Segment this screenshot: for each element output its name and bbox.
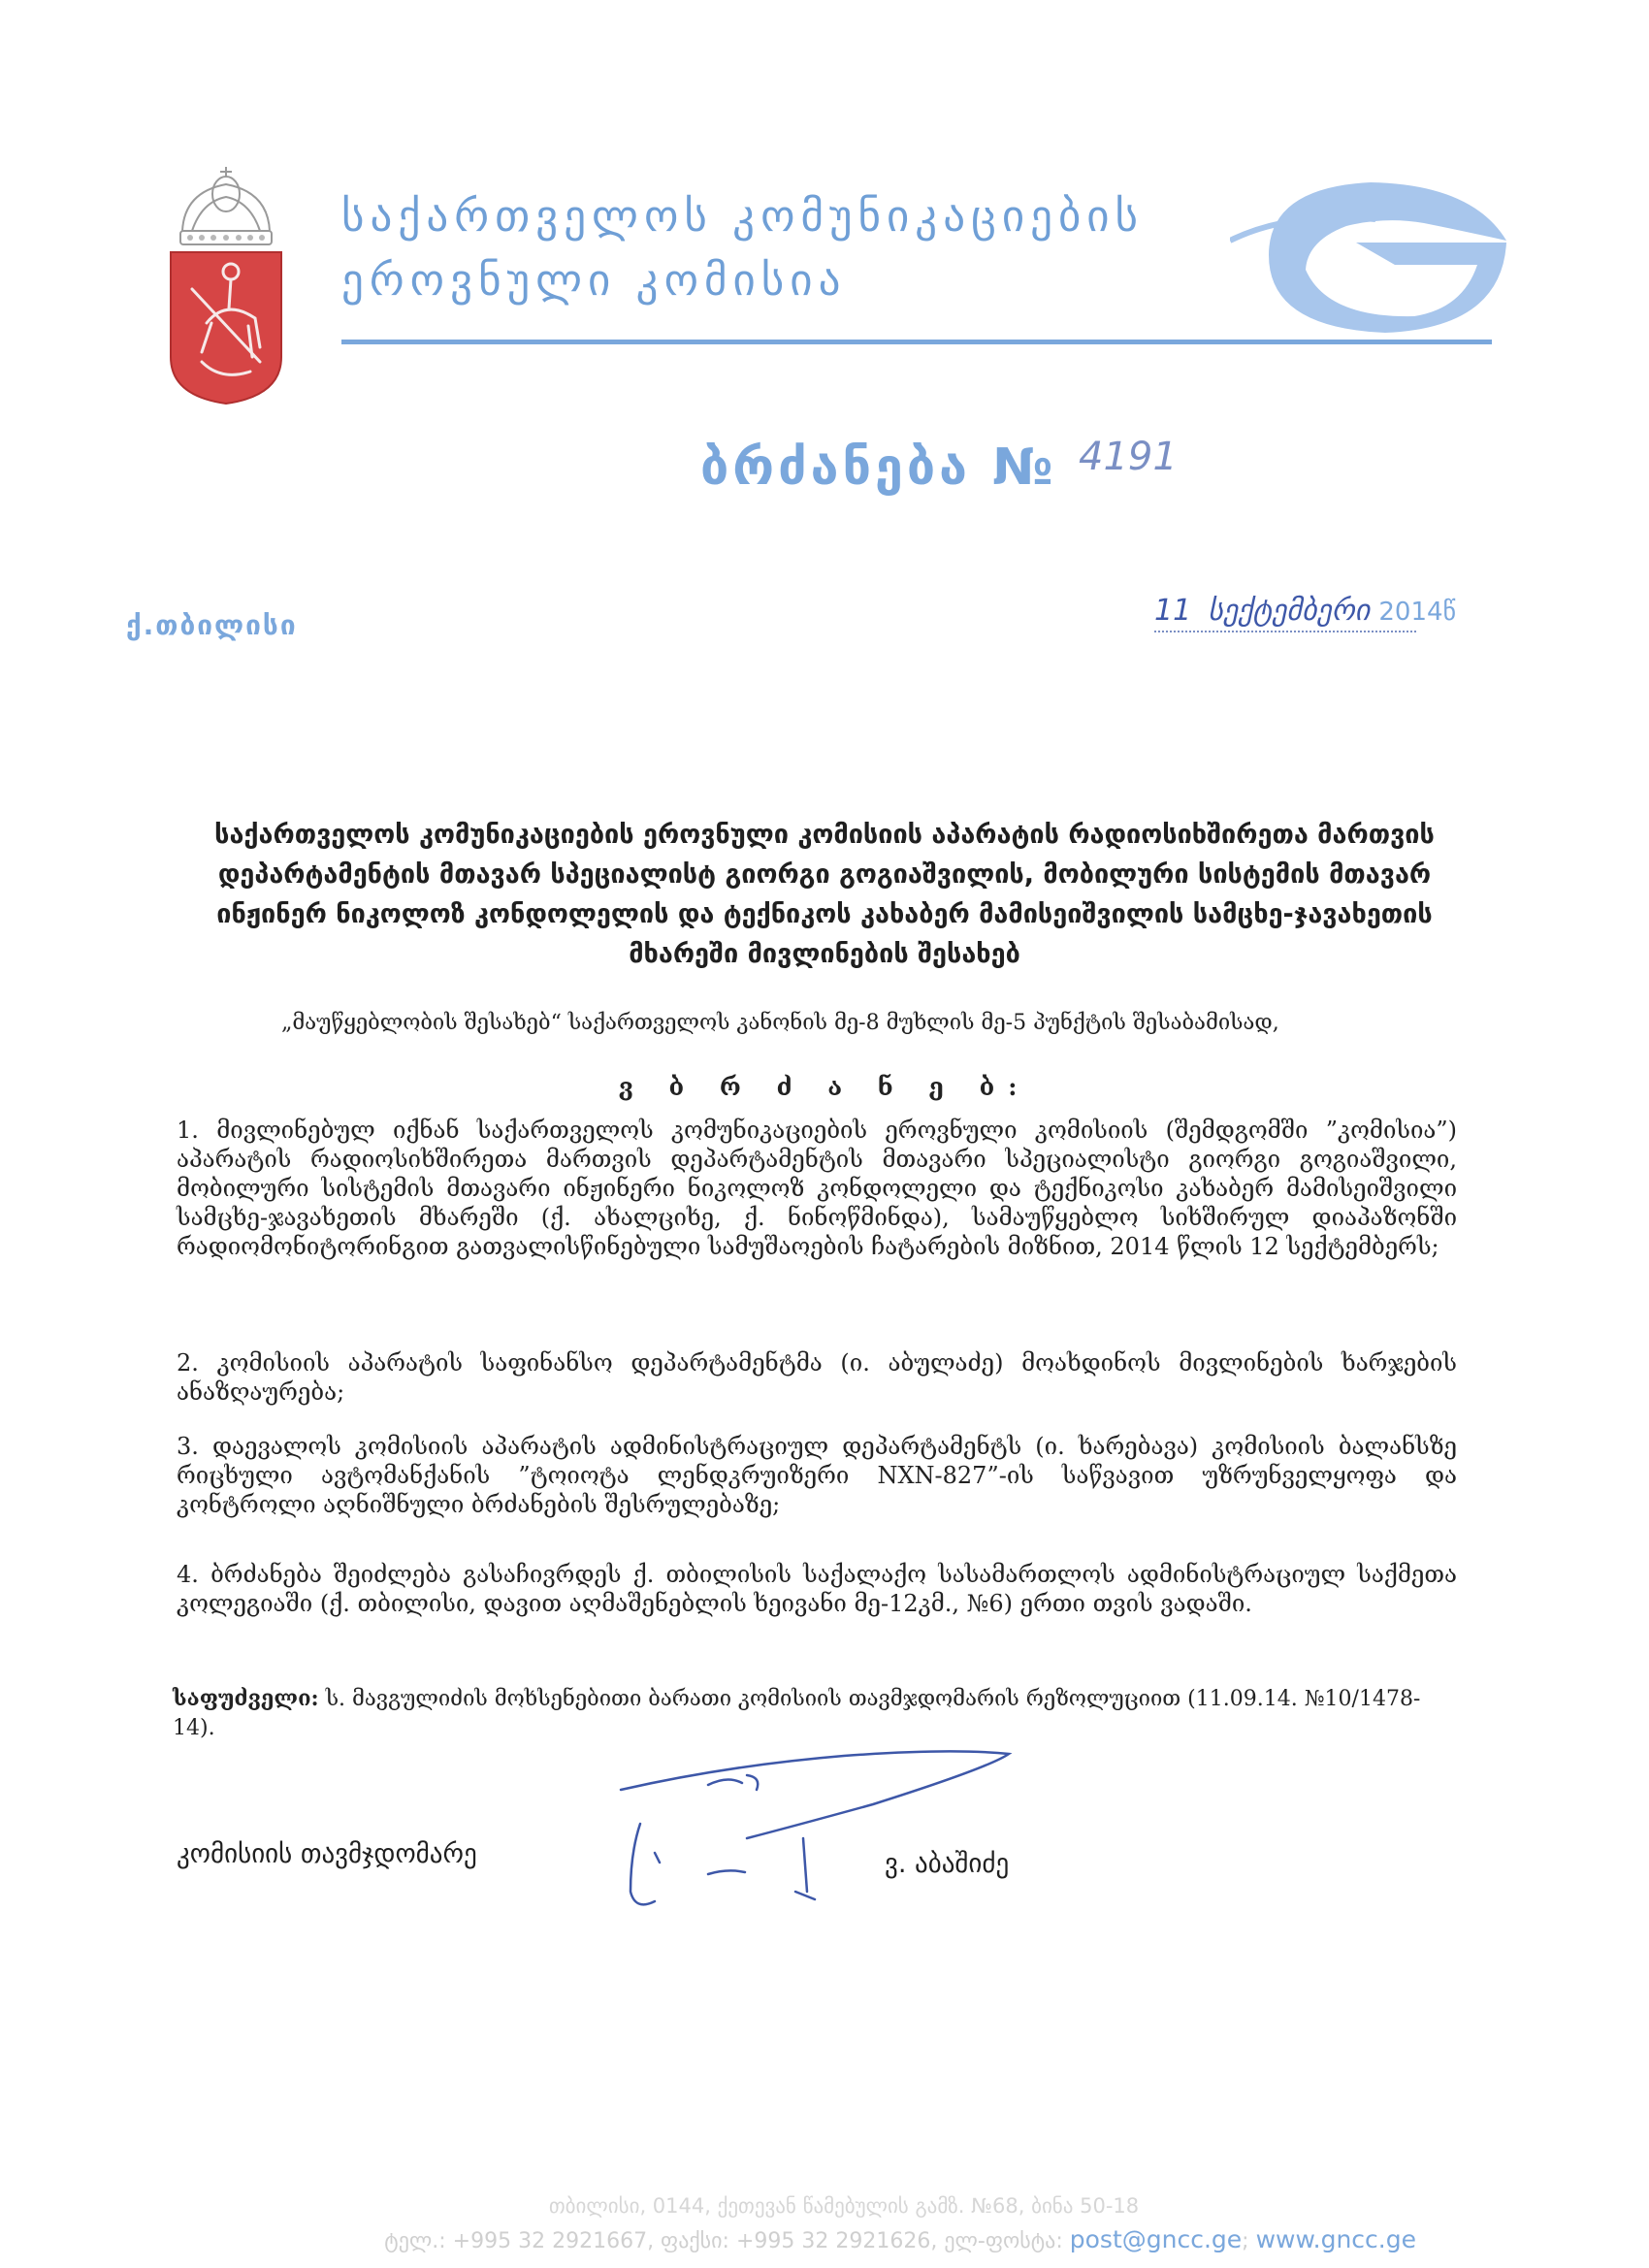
order-paragraph-1: 1. მივლინებულ იქნან საქართველოს კომუნიკაციების ეროვნული კომისიის (შემდგომში ”კომისია”) აპარატის რადიოსიხშირეთა მართვის დეპარტამენტის მთავარი სპეციალისტი გიორგი გოგიაშვილი, მობილური სისტემის მთავარი ინჟინერი ნიკოლოზ კონდოლელი და ტექნიკოსი კახაბერ მამისეიშვილი სამცხე-ჯავახეთის მხარეში (ქ. ახალციხე, ქ. ნინოწმინდა), სამაუწყებლო სიხშირულ დიაპაზონში რადიომონიტორინგით გათვალისწინებული სამუშაოების ჩატარების მიზნით, 2014 წლის 12 სექტემბერს;: [177, 1117, 1457, 1260]
organization-name-line-1: საქართველოს კომუნიკაციების: [341, 190, 1145, 242]
basis-text: ს. მავგულიძის მოხსენებითი ბარათი კომისიის თავმჯდომარის რეზოლუციით (11.09.14. №10/1478-14).: [173, 1687, 1421, 1740]
date-underline: [1154, 631, 1416, 633]
order-number-handwritten: 4191: [1079, 435, 1178, 479]
date-day: 11: [1154, 594, 1192, 628]
order-paragraph-3: 3. დაევალოს კომისიის აპარატის ადმინისტრაციულ დეპარტამენტს (ი. ხარებავა) კომისიის ბალანსზე რიცხული ავტომანქანის ”ტოიოტა ლენდკრუიზერი NXN-827”-ის საწვავით უზრუნველყოფა და კონტროლი აღნიშნული ბრძანების შესრულებაზე;: [177, 1433, 1457, 1518]
date-month: სექტემბერი: [1208, 594, 1371, 628]
footer-separator: ;: [1242, 2229, 1249, 2253]
city-label: ქ.თბილისი: [126, 609, 298, 641]
order-title: ბრძანება №: [700, 438, 1057, 497]
order-paragraph-2: 2. კომისიის აპარატის საფინანსო დეპარტამენტმა (ი. აბულაძე) მოახდინოს მივლინების ხარჯების ანაზღაურება;: [177, 1349, 1457, 1406]
coat-of-arms-emblem: [163, 163, 289, 407]
footer-email-link[interactable]: post@gncc.ge: [1069, 2225, 1243, 2253]
date-year: 2014წ: [1378, 598, 1456, 627]
legal-preamble: „მაუწყებლობის შესახებ“ საქართველოს კანონის მე-8 მუხლის მე-5 პუნქტის შესაბამისად,: [281, 1011, 1279, 1035]
footer-phone-fax: ტელ.: +995 32 2921667, ფაქსი: +995 32 2921626, ელ-ფოსტა:: [384, 2229, 1063, 2253]
header-divider: [341, 340, 1492, 344]
gncc-logo-icon: [1230, 173, 1511, 338]
basis-label: საფუძველი:: [173, 1686, 319, 1711]
orders-heading: ვ ბ რ ძ ა ნ ე ბ:: [618, 1073, 1031, 1101]
footer-address: თბილისი, 0144, ქეთევან წამებულის გამზ. №68, ბინა 50-18: [548, 2194, 1140, 2218]
footer-website-link[interactable]: www.gncc.ge: [1255, 2225, 1416, 2253]
basis-note: [173, 1684, 1453, 1743]
footer-contacts: [252, 2225, 1416, 2253]
order-date: [1154, 594, 1456, 628]
signatory-name: ვ. აბაშიძე: [885, 1849, 1010, 1879]
organization-name-line-2: ეროვნული კომისია: [341, 254, 847, 306]
order-paragraph-4: 4. ბრძანება შეიძლება გასაჩივრდეს ქ. თბილისის საქალაქო სასამართლოს ადმინისტრაციულ საქმეთა კოლეგიაში (ქ. თბილისი, დავით აღმაშენებლის ხეივანი მე-12კმ., №6) ერთი თვის ვადაში.: [177, 1561, 1457, 1617]
signatory-title: კომისიის თავმჯდომარე: [177, 1839, 477, 1869]
order-subject: საქართველოს კომუნიკაციების ეროვნული კომისიის აპარატის რადიოსიხშირეთა მართვის დეპარტამენტის მთავარ სპეციალისტ გიორგი გოგიაშვილის, მობილური სისტემის მთავარ ინჟინერ ნიკოლოზ კონდოლელის და ტექნიკოს კახაბერ მამისეიშვილის სამცხე-ჯავახეთის მხარეში მივლინების შესახებ: [214, 820, 1435, 969]
